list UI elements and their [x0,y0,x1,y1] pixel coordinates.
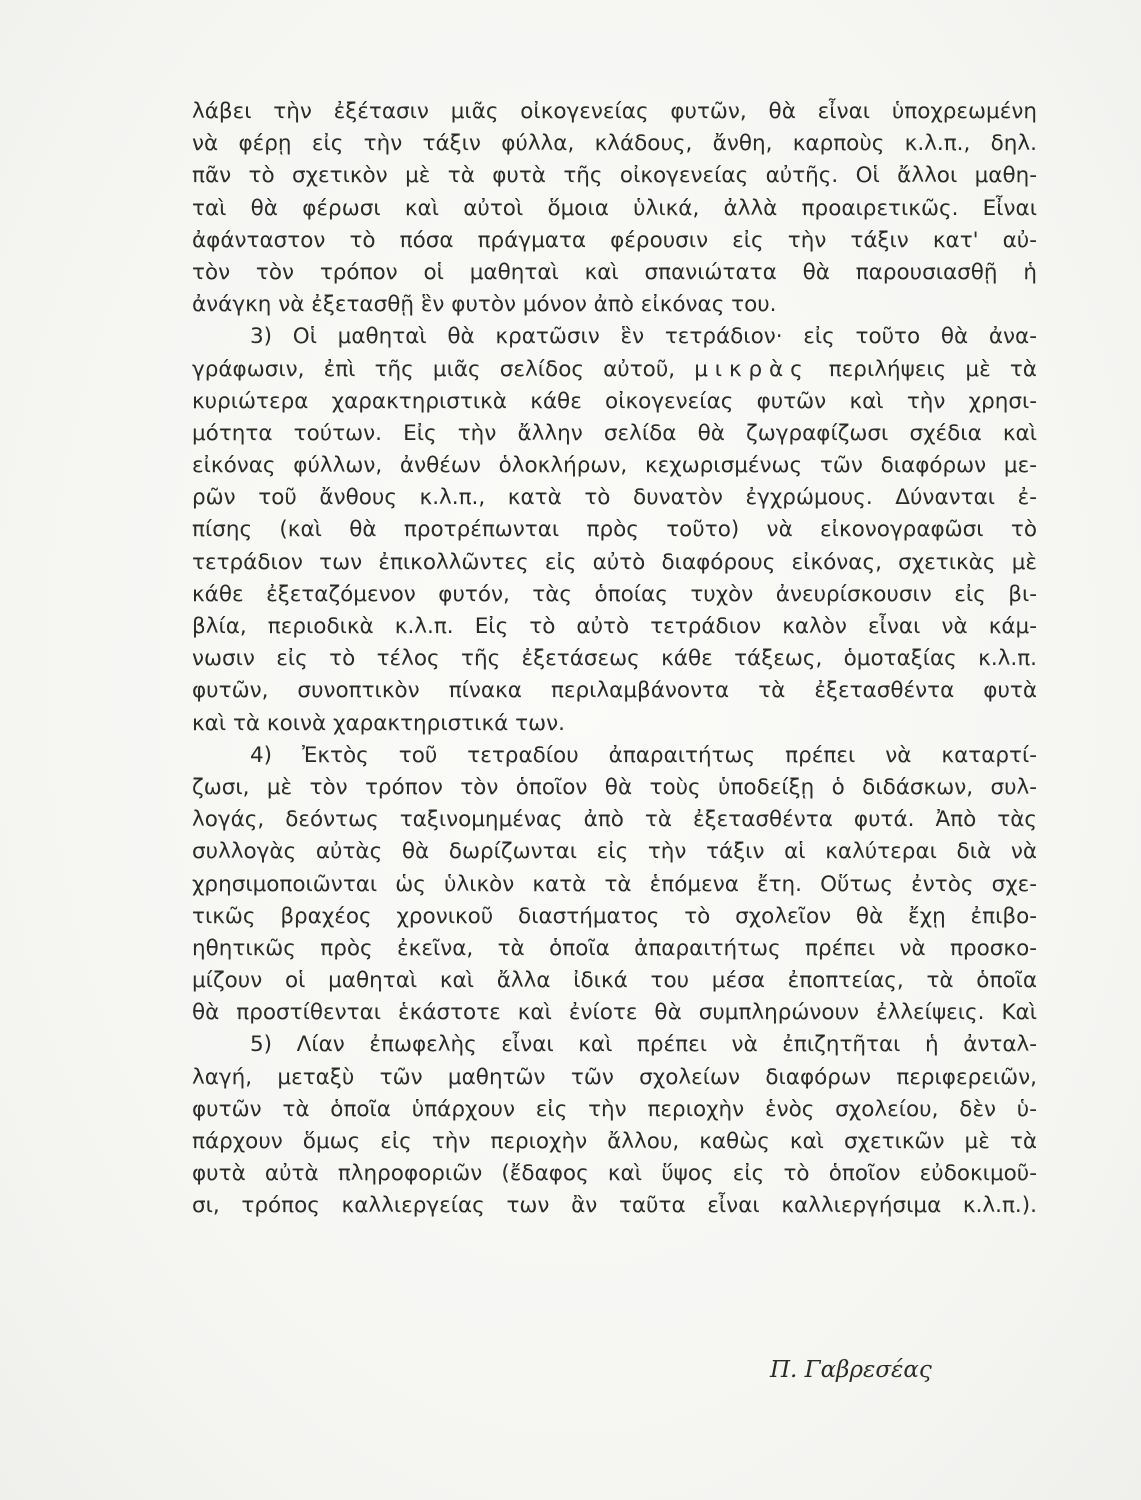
text-line: λάβει τὴν ἐξέτασιν μιᾶς οἰκογενείας φυτῶν, θὰ εἶναι ὑποχρεωμένη [192,99,1037,124]
text-line: σι, τρόπος καλλιεργείας των ἂν ταῦτα εἶναι καλλιεργήσιμα κ.λ.π.). [192,1193,1037,1219]
text-line: φυτῶν τὰ ὁποῖα ὑπάρχουν εἰς τὴν περιοχὴν ἑνὸς σχολείου, δὲν ὑ- [192,1096,1037,1122]
text-line: μότητα τούτων. Εἰς τὴν ἄλλην σελίδα θὰ ζωγραφίζωσι σχέδια καὶ [192,420,1037,446]
text-line: ταὶ θὰ φέρωσι καὶ αὐτοὶ ὅμοια ὑλικά, ἀλλὰ προαιρετικῶς. Εἶναι [192,195,1037,221]
emphasized-word: μικρὰς [694,356,810,382]
text-segment: περιλήψεις μὲ τὰ [828,356,1037,382]
text-line: νὰ φέρῃ εἰς τὴν τάξιν φύλλα, κλάδους, ἄνθη, καρποὺς κ.λ.π., δηλ. [192,131,1037,157]
text-line: χρησιμοποιῶνται ὡς ὑλικὸν κατὰ τὰ ἑπόμενα ἔτη. Οὕτως ἐντὸς σχε- [192,871,1037,897]
text-line: πάρχουν ὅμως εἰς τὴν περιοχὴν ἄλλου, καθὼς καὶ σχετικῶν μὲ τὰ [192,1129,1037,1154]
author-signature: Π. Γαβρεσέας [770,1357,932,1383]
text-line: ἀφάνταστον τὸ πόσα πράγματα φέρουσιν εἰς τὴν τάξιν κατ' αὐ- [192,227,1037,253]
text-line: ηθητικῶς πρὸς ἐκεῖνα, τὰ ὁποῖα ἀπαραιτήτως πρέπει νὰ προσκο- [192,935,1037,961]
text-line: ρῶν τοῦ ἄνθους κ.λ.π., κατὰ τὸ δυνατὸν ἐγχρώμους. Δύνανται ἐ- [192,485,1037,511]
text-line: λαγή, μεταξὺ τῶν μαθητῶν τῶν σχολείων διαφόρων περιφερειῶν, [192,1064,1037,1090]
body-text [192,96,1037,1223]
text-line: ζωσι, μὲ τὸν τρόπον τὸν ὁποῖον θὰ τοὺς ὑποδείξῃ ὁ διδάσκων, συλ- [192,774,1037,800]
text-line: πᾶν τὸ σχετικὸν μὲ τὰ φυτὰ τῆς οἰκογενείας αὐτῆς. Οἱ ἄλλοι μαθη- [192,163,1037,189]
text-line: βλία, περιοδικὰ κ.λ.π. Εἰς τὸ αὐτὸ τετράδιον καλὸν εἶναι νὰ κάμ- [192,614,1037,639]
text-line: φυτῶν, συνοπτικὸν πίνακα περιλαμβάνοντα τὰ ἐξετασθέντα φυτὰ [192,678,1037,704]
text-line: φυτὰ αὐτὰ πληροφοριῶν (ἔδαφος καὶ ὕψος εἰς τὸ ὁποῖον εὐδοκιμοῦ- [192,1161,1037,1187]
text-line: τετράδιον των ἐπικολλῶντες εἰς αὐτὸ διαφόρους εἰκόνας, σχετικὰς μὲ [192,549,1037,575]
text-segment: γράφωσιν, ἐπὶ τῆς μιᾶς σελίδος αὐτοῦ, [192,356,676,382]
text-line: κυριώτερα χαρακτηριστικὰ κάθε οἰκογενείας φυτῶν καὶ τὴν χρησι- [192,388,1037,414]
text-line: τικῶς βραχέος χρονικοῦ διαστήματος τὸ σχολεῖον θὰ ἔχῃ ἐπιβο- [192,903,1037,929]
text-line: θὰ προστίθενται ἑκάστοτε καὶ ἐνίοτε θὰ συμπληρώνουν ἐλλείψεις. Καὶ [192,1000,1037,1026]
text-line: νωσιν εἰς τὸ τέλος τῆς ἐξετάσεως κάθε τάξεως, ὁμοταξίας κ.λ.π. [192,646,1037,672]
paragraph-4-start: 4) Ἐκτὸς τοῦ τετραδίου ἀπαραιτήτως πρέπει νὰ καταρτί- [250,742,1037,768]
text-line: εἰκόνας φύλλων, ἀνθέων ὁλοκλήρων, κεχωρισμένως τῶν διαφόρων με- [192,453,1037,479]
text-line: μίζουν οἱ μαθηταὶ καὶ ἄλλα ἰδικά του μέσα ἐποπτείας, τὰ ὁποῖα [192,968,1037,994]
text-line-with-emphasis [192,354,1037,386]
text-line: συλλογὰς αὐτὰς θὰ δωρίζωνται εἰς τὴν τάξιν αἱ καλύτεραι διὰ νὰ [192,839,1037,865]
text-line: ἀνάγκη νὰ ἐξετασθῇ ἓν φυτὸν μόνον ἀπὸ εἰκόνας του. [192,292,777,318]
paragraph-5-start: 5) Λίαν ἐπωφελὴς εἶναι καὶ πρέπει νὰ ἐπιζητῆται ἡ ἀνταλ- [250,1032,1037,1058]
text-line: κάθε ἐξεταζόμενον φυτόν, τὰς ὁποίας τυχὸν ἀνευρίσκουσιν εἰς βι- [192,581,1037,607]
paragraph-3-start: 3) Οἱ μαθηταὶ θὰ κρατῶσιν ἓν τετράδιον· εἰς τοῦτο θὰ ἀνα- [250,324,1037,350]
text-line: λογάς, δεόντως ταξινομημένας ἀπὸ τὰ ἐξετασθέντα φυτά. Ἀπὸ τὰς [192,807,1037,833]
text-line: πίσης (καὶ θὰ προτρέπωνται πρὸς τοῦτο) νὰ εἰκονογραφῶσι τὸ [192,517,1037,543]
text-line: τὸν τὸν τρόπον οἱ μαθηταὶ καὶ σπανιώτατα θὰ παρουσιασθῇ ἡ [192,259,1037,285]
text-line: καὶ τὰ κοινὰ χαρακτηριστικά των. [192,710,565,736]
